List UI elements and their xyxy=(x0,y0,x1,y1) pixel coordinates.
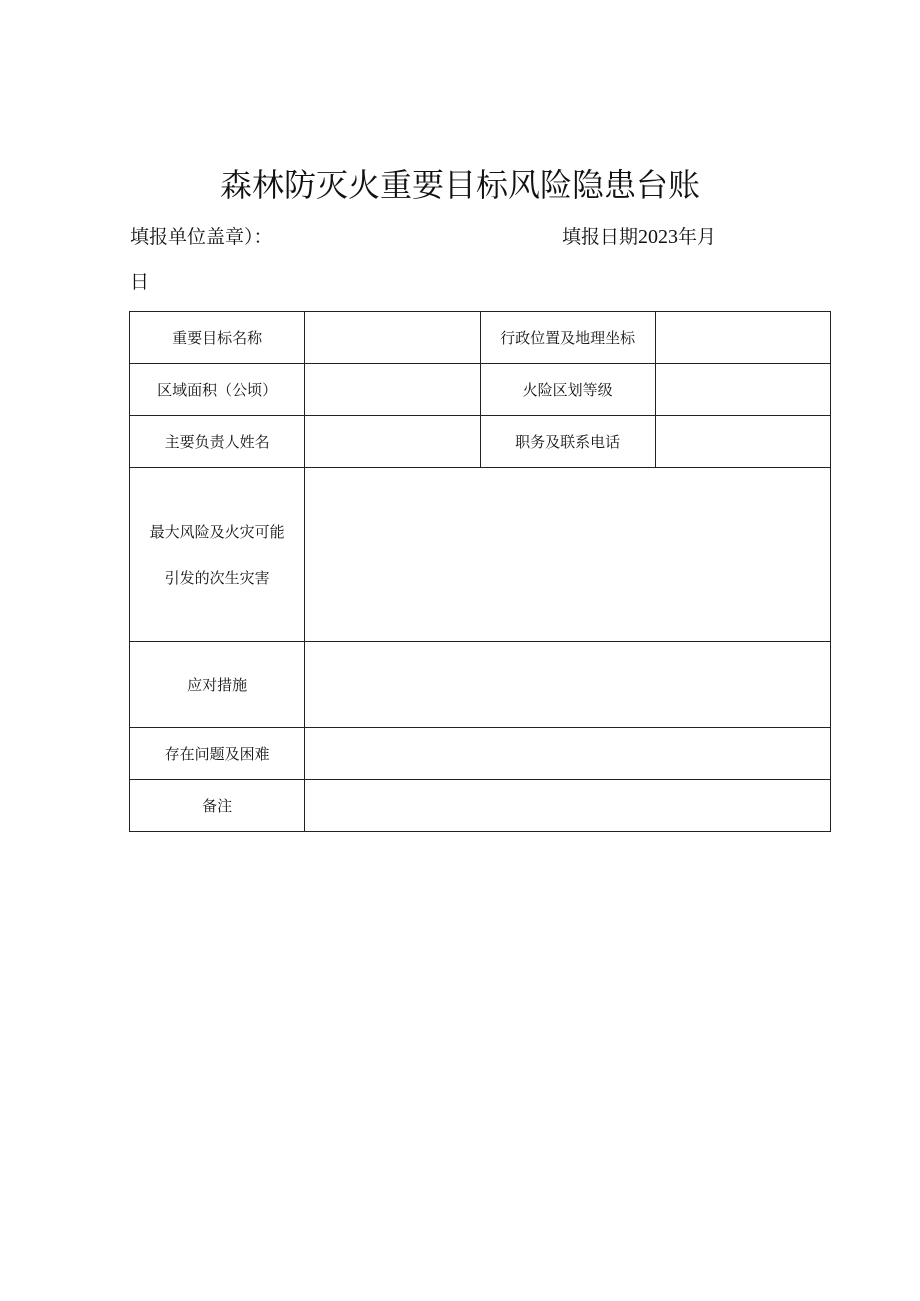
table-row xyxy=(130,642,831,728)
table-row xyxy=(130,468,831,642)
table-row xyxy=(130,364,831,416)
measures-label: 应对措施 xyxy=(130,642,305,728)
max-risk-field[interactable] xyxy=(305,468,831,642)
position-phone-field[interactable] xyxy=(655,416,830,468)
max-risk-label-line1: 最大风险及火灾可能 xyxy=(149,522,285,541)
position-phone-label: 职务及联系电话 xyxy=(480,416,655,468)
person-label: 主要负责人姓名 xyxy=(130,416,305,468)
fire-risk-level-label: 火险区划等级 xyxy=(480,364,655,416)
fire-risk-level-field[interactable] xyxy=(655,364,830,416)
max-risk-label xyxy=(130,468,305,642)
reporting-unit-label: 填报单位盖章）： xyxy=(130,226,273,248)
report-day-label: 日 xyxy=(130,271,150,293)
location-field[interactable] xyxy=(655,312,830,364)
page-title: 森林防灭火重要目标风险隐患台账 xyxy=(219,166,700,204)
max-risk-label-line2: 引发的次生灾害 xyxy=(164,568,270,587)
report-year-suffix: 年月 xyxy=(678,226,717,248)
problems-field[interactable] xyxy=(305,728,831,780)
report-date xyxy=(562,222,716,249)
risk-ledger-table xyxy=(129,311,831,832)
problems-label: 存在问题及困难 xyxy=(130,728,305,780)
measures-field[interactable] xyxy=(305,642,831,728)
location-label: 行政位置及地理坐标 xyxy=(480,312,655,364)
person-field[interactable] xyxy=(305,416,480,468)
table-row xyxy=(130,312,831,364)
table-row xyxy=(130,780,831,832)
table-row xyxy=(130,416,831,468)
remarks-field[interactable] xyxy=(305,780,831,832)
report-year: 2023 xyxy=(638,226,679,248)
report-date-label: 填报日期 xyxy=(562,226,639,248)
target-name-field[interactable] xyxy=(305,312,480,364)
table-row xyxy=(130,728,831,780)
area-field[interactable] xyxy=(305,364,480,416)
area-label: 区域面积（公顷） xyxy=(130,364,305,416)
target-name-label: 重要目标名称 xyxy=(130,312,305,364)
remarks-label: 备注 xyxy=(130,780,305,832)
